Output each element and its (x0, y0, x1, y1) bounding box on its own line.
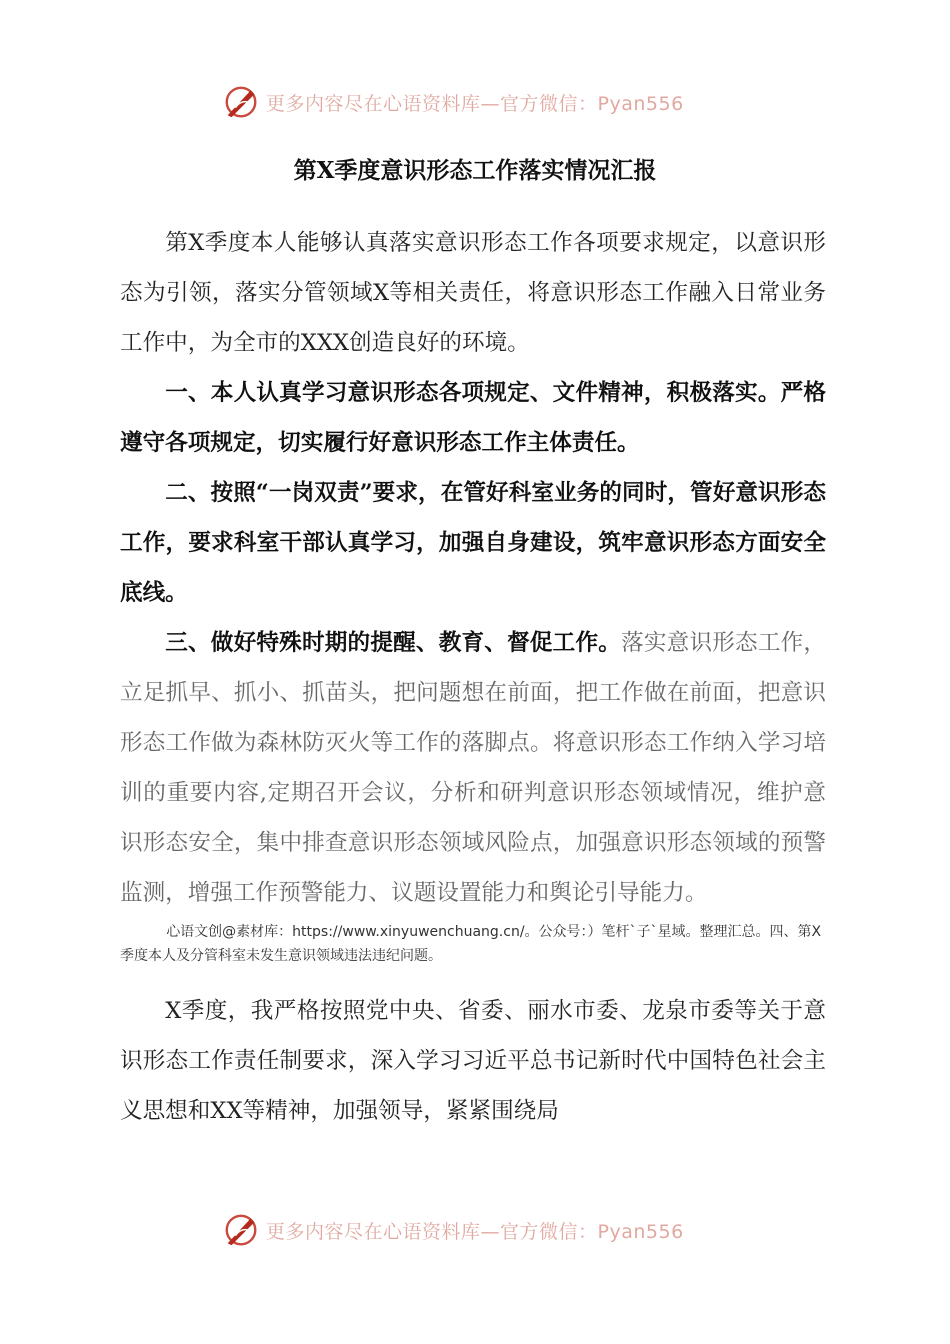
section-2-paragraph: 二、按照“一岗双责”要求，在管好科室业务的同时，管好意识形态工作，要求科室干部认真学习，加强自身建设，筑牢意识形态方面安全底线。 (120, 480, 826, 606)
intro-paragraph: 第X季度本人能够认真落实意识形态工作各项要求规定，以意识形态为引领，落实分管领域X等相关责任，将意识形态工作融入日常业务工作中，为全市的XXX创造良好的环境。 (120, 230, 826, 356)
document-body (120, 218, 826, 1136)
banner-text: 更多内容尽在心语资料库—官方微信：Pyan556 (266, 1220, 684, 1243)
document-title: 第X季度意识形态工作落实情况汇报 (293, 157, 657, 184)
banner-text: 更多内容尽在心语资料库—官方微信：Pyan556 (266, 92, 684, 115)
section-3-body: 落实意识形态工作，立足抓早、抓小、抓苗头，把问题想在前面，把工作做在前面，把意识形态工作做为森林防灭火等工作的落脚点。将意识形态工作纳入学习培训的重要内容,定期召开会议，分析和研判意识形态领域情况，维护意识形态安全，集中排查意识形态领域风险点，加强意识形态领域的预警监测，增强工作预警能力、议题设置能力和舆论引导能力。 (120, 630, 827, 906)
section-1-paragraph: 一、本人认真学习意识形态各项规定、文件精神，积极落实。严格遵守各项规定，切实履行好意识形态工作主体责任。 (120, 380, 826, 456)
header-watermark-banner (222, 80, 742, 124)
pen-nib-logo-icon (222, 83, 260, 121)
closing-paragraph: X季度，我严格按照党中央、省委、丽水市委、龙泉市委等关于意识形态工作责任制要求，深入学习习近平总书记新时代中国特色社会主义思想和XX等精神，加强领导，紧紧围绕局 (120, 998, 826, 1124)
source-note: 心语文创@素材库：https://www.xinyuwenchuang.cn/。公众号：）笔杆`子`星域。整理汇总。四、第X季度本人及分管科室未发生意识领域违法违纪问题。 (120, 924, 822, 964)
section-3-heading: 三、做好特殊时期的提醒、教育、督促工作。 (165, 630, 622, 656)
pen-nib-logo-icon (222, 1211, 260, 1249)
footer-watermark-banner (222, 1208, 742, 1252)
section-3-paragraph (120, 618, 826, 918)
